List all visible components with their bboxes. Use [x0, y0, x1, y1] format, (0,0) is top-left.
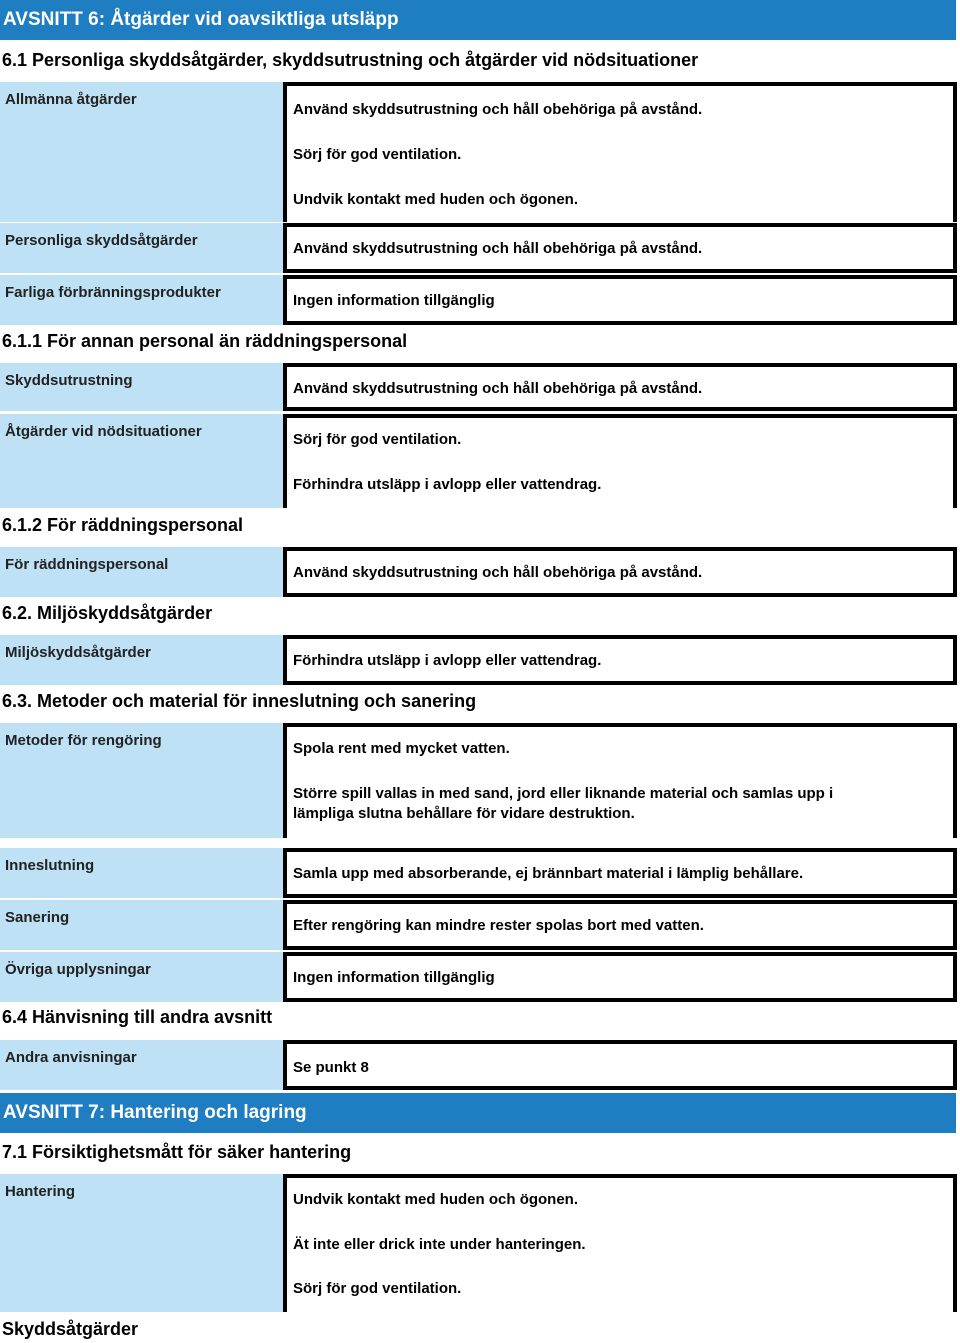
value-line: Sörj för god ventilation. — [293, 1280, 462, 1297]
heading-6-2: 6.2. Miljöskyddsåtgärder — [2, 603, 213, 623]
value-sanering — [283, 900, 957, 950]
value-miljoskyddsatgarder — [283, 635, 957, 685]
value-atgarder-vid-nodsituationer — [283, 414, 957, 508]
value-line: Sörj för god ventilation. — [293, 146, 462, 163]
value-line: Ingen information tillgänglig — [293, 969, 495, 986]
label-hantering: Hantering — [0, 1174, 283, 1312]
label-personliga-skyddsatgarder: Personliga skyddsåtgärder — [0, 223, 283, 273]
value-line: Spola rent med mycket vatten. — [293, 740, 510, 757]
value-line: Använd skyddsutrustning och håll obehöriga på avstånd. — [293, 101, 703, 118]
label-for-raddningspersonal: För räddningspersonal — [0, 547, 283, 597]
value-inneslutning — [283, 848, 957, 898]
value-metoder-for-rengoring — [283, 723, 957, 838]
label-inneslutning: Inneslutning — [0, 848, 283, 898]
value-skyddsutrustning — [283, 363, 957, 411]
value-allmanna-atgarder — [283, 82, 957, 222]
value-line: Förhindra utsläpp i avlopp eller vattendrag. — [293, 652, 602, 669]
value-line: Ingen information tillgänglig — [293, 292, 495, 309]
heading-7-1: 7.1 Försiktighetsmått för säker hantering — [2, 1142, 352, 1162]
heading-skyddsatgarder: Skyddsåtgärder — [2, 1319, 139, 1339]
value-andra-anvisningar — [283, 1040, 957, 1090]
label-sanering: Sanering — [0, 900, 283, 950]
value-line: Sörj för god ventilation. — [293, 431, 462, 448]
value-line: Efter rengöring kan mindre rester spolas bort med vatten. — [293, 917, 704, 934]
label-miljoskyddsatgarder: Miljöskyddsåtgärder — [0, 635, 283, 685]
label-andra-anvisningar: Andra anvisningar — [0, 1040, 283, 1090]
value-line: Undvik kontakt med huden och ögonen. — [293, 1191, 579, 1208]
value-line: Samla upp med absorberande, ej brännbart material i lämplig behållare. — [293, 865, 804, 882]
label-ovriga-upplysningar: Övriga upplysningar — [0, 952, 283, 1002]
value-hantering — [283, 1174, 957, 1312]
heading-6-3: 6.3. Metoder och material för inneslutning och sanering — [2, 691, 477, 711]
heading-6-4: 6.4 Hänvisning till andra avsnitt — [2, 1007, 273, 1027]
section-6-banner: AVSNITT 6: Åtgärder vid oavsiktliga utsläpp — [0, 0, 956, 40]
value-farliga-forbranningsprodukter — [283, 275, 957, 325]
heading-6-1-2: 6.1.2 För räddningspersonal — [2, 515, 244, 535]
value-line: Större spill vallas in med sand, jord eller liknande material och samlas upp i — [293, 785, 834, 802]
value-for-raddningspersonal — [283, 547, 957, 597]
value-line: Använd skyddsutrustning och håll obehöriga på avstånd. — [293, 380, 703, 397]
value-ovriga-upplysningar — [283, 952, 957, 1002]
label-skyddsutrustning: Skyddsutrustning — [0, 363, 283, 411]
heading-6-1: 6.1 Personliga skyddsåtgärder, skyddsutrustning och åtgärder vid nödsituationer — [2, 50, 699, 70]
heading-6-1-1: 6.1.1 För annan personal än räddningspersonal — [2, 331, 408, 351]
value-line: lämpliga slutna behållare för vidare destruktion. — [293, 805, 635, 822]
value-line: Förhindra utsläpp i avlopp eller vattendrag. — [293, 476, 602, 493]
value-personliga-skyddsatgarder — [283, 223, 957, 273]
label-farliga-forbranningsprodukter: Farliga förbränningsprodukter — [0, 275, 283, 325]
value-line: Ät inte eller drick inte under hanteringen. — [293, 1236, 586, 1253]
value-line: Använd skyddsutrustning och håll obehöriga på avstånd. — [293, 240, 703, 257]
label-allmanna-atgarder: Allmänna åtgärder — [0, 82, 283, 222]
value-line: Använd skyddsutrustning och håll obehöriga på avstånd. — [293, 564, 703, 581]
value-line: Se punkt 8 — [293, 1059, 369, 1076]
label-metoder-for-rengoring: Metoder för rengöring — [0, 723, 283, 838]
label-atgarder-vid-nodsituationer: Åtgärder vid nödsituationer — [0, 414, 283, 508]
value-line: Undvik kontakt med huden och ögonen. — [293, 191, 579, 208]
section-7-banner: AVSNITT 7: Hantering och lagring — [0, 1093, 956, 1133]
